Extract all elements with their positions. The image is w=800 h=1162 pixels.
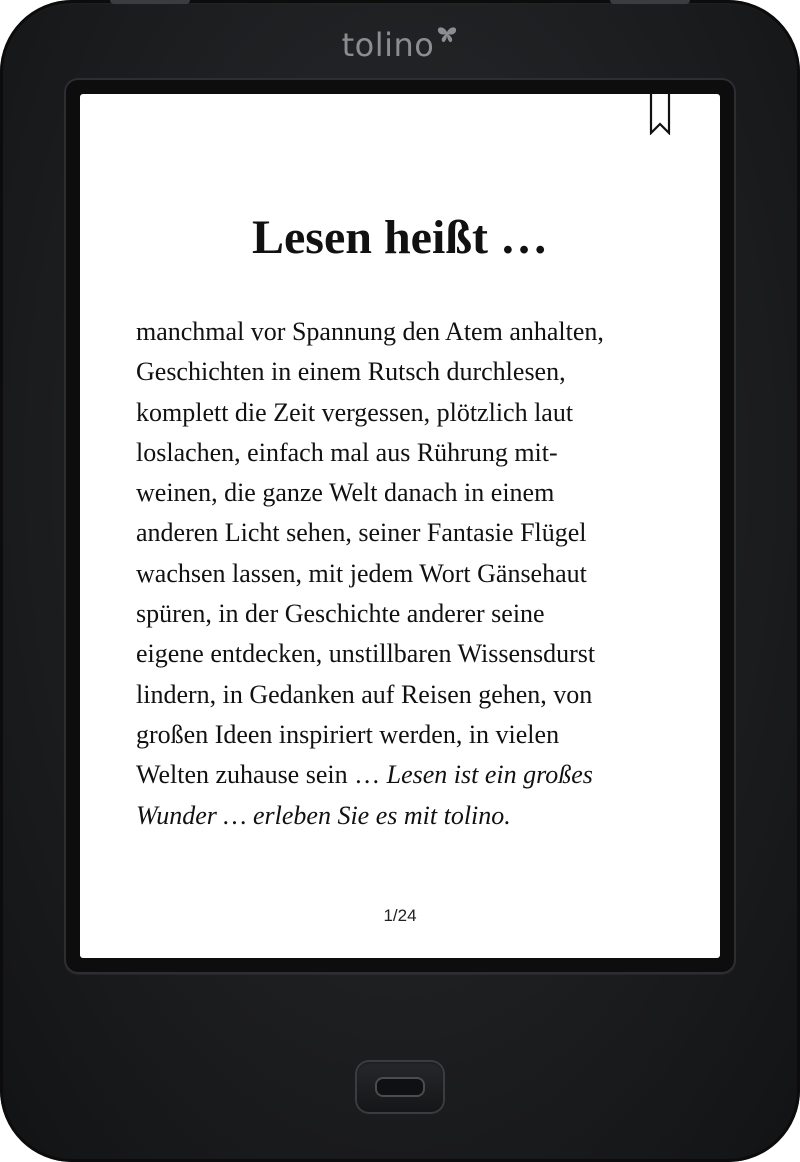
text-line: großen Ideen inspiriert werden, in vielen — [136, 719, 560, 749]
page-title: Lesen heißt … — [251, 211, 548, 264]
text-line: manchmal vor Spannung den Atem anhalten, — [136, 317, 604, 346]
power-button[interactable] — [610, 0, 690, 4]
butterfly-icon — [436, 26, 458, 46]
book-text — [136, 312, 716, 836]
page-number: 1/24 — [383, 906, 417, 925]
text-line: komplett die Zeit vergessen, plötzlich laut — [136, 397, 574, 427]
home-button[interactable] — [355, 1060, 445, 1114]
bookmark-icon[interactable] — [648, 93, 672, 135]
text-line: weinen, die ganze Welt danach in einem — [136, 478, 555, 508]
text-line — [136, 755, 716, 795]
text-line: eigene entdecken, unstillbaren Wissensdurst — [136, 639, 596, 669]
text-line: spüren, in der Geschichte anderer seine — [136, 599, 545, 629]
text-line: anderen Licht sehen, seiner Fantasie Flügel — [136, 518, 587, 548]
text-segment: Welten zuhause sein … — [136, 760, 387, 790]
brand-logo — [0, 26, 800, 64]
italic-text-segment: Lesen ist ein großes — [386, 760, 593, 790]
text-line: wachsen lassen, mit jedem Wort Gänsehaut — [136, 558, 587, 588]
text-line: Geschichten in einem Rutsch durchlesen, — [136, 357, 566, 387]
top-edge-left-notch — [110, 0, 190, 4]
brand-name: tolino — [341, 26, 435, 64]
italic-text-line: Wunder … erleben Sie es mit tolino. — [136, 800, 511, 830]
text-line: loslachen, einfach mal aus Rührung mit- — [136, 437, 558, 467]
text-line: lindern, in Gedanken auf Reisen gehen, von — [136, 679, 593, 709]
home-button-indicator — [375, 1077, 425, 1097]
